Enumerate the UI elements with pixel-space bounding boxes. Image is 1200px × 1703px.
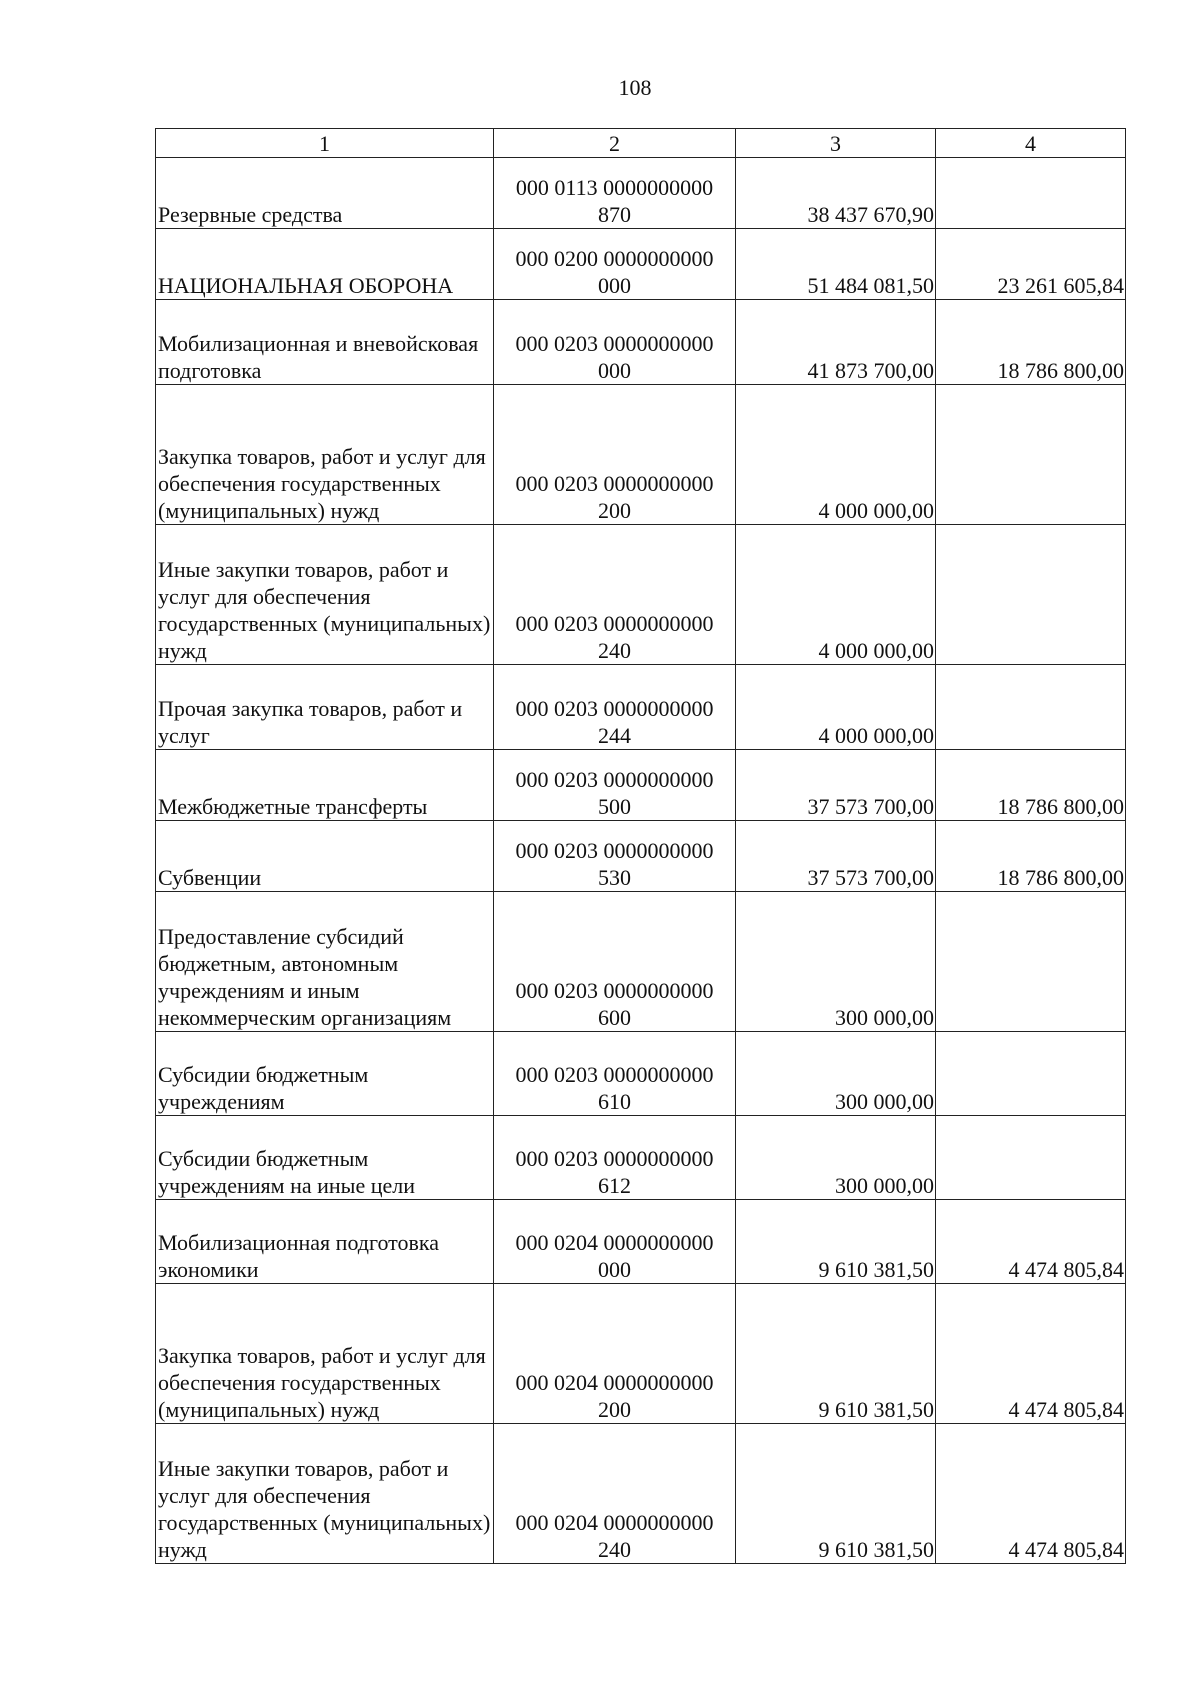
row-code-line-1: 000 0203 0000000000: [515, 978, 714, 1003]
row-column-3-value: 37 573 700,00: [736, 821, 936, 892]
row-code-line-1: 000 0203 0000000000: [515, 838, 714, 863]
row-column-4-value: 18 786 800,00: [936, 300, 1126, 385]
table-row: [156, 229, 1126, 300]
table-row: [156, 525, 1126, 665]
row-name-cell: Субсидии бюджетным учреждениям: [156, 1032, 494, 1116]
row-code-line-2: 200: [598, 1397, 631, 1422]
row-code-line-2: 000: [598, 273, 631, 298]
row-code-cell: [494, 1284, 736, 1424]
row-name-cell: Мобилизационная и вневойсковая подготовка: [156, 300, 494, 385]
row-column-4-value: 18 786 800,00: [936, 821, 1126, 892]
row-column-3-value: 4 000 000,00: [736, 525, 936, 665]
row-code-cell: [494, 892, 736, 1032]
row-column-4-value: [936, 1032, 1126, 1116]
row-column-4-value: [936, 525, 1126, 665]
row-name-cell: Предоставление субсидий бюджетным, автономным учреждениям и иным некоммерческим организациям: [156, 892, 494, 1032]
row-code-cell: [494, 525, 736, 665]
row-column-3-value: 4 000 000,00: [736, 665, 936, 750]
row-column-4-value: [936, 158, 1126, 229]
row-column-4-value: 4 474 805,84: [936, 1284, 1126, 1424]
row-column-4-value: 18 786 800,00: [936, 750, 1126, 821]
page-number: 108: [618, 75, 652, 100]
column-header-1: 1: [156, 129, 494, 158]
row-column-4-value: [936, 1116, 1126, 1200]
row-code-line-1: 000 0203 0000000000: [515, 1062, 714, 1087]
budget-table: [155, 128, 1126, 1564]
table-row: [156, 665, 1126, 750]
row-column-3-value: 9 610 381,50: [736, 1284, 936, 1424]
row-code-cell: [494, 1424, 736, 1564]
row-code-line-1: 000 0204 0000000000: [515, 1370, 714, 1395]
table-body: [156, 158, 1126, 1564]
row-name-cell: Резервные средства: [156, 158, 494, 229]
row-code-cell: [494, 1032, 736, 1116]
row-name-cell: Прочая закупка товаров, работ и услуг: [156, 665, 494, 750]
row-column-4-value: 4 474 805,84: [936, 1424, 1126, 1564]
row-name-cell: НАЦИОНАЛЬНАЯ ОБОРОНА: [156, 229, 494, 300]
row-code-cell: [494, 1116, 736, 1200]
row-column-4-value: 23 261 605,84: [936, 229, 1126, 300]
table-row: [156, 821, 1126, 892]
row-name-cell: Закупка товаров, работ и услуг для обеспечения государственных (муниципальных) нужд: [156, 385, 494, 525]
row-code-line-2: 612: [598, 1173, 631, 1198]
row-column-4-value: [936, 892, 1126, 1032]
row-column-3-value: 300 000,00: [736, 1032, 936, 1116]
row-code-line-1: 000 0204 0000000000: [515, 1230, 714, 1255]
row-name-cell: Субвенции: [156, 821, 494, 892]
table-row: [156, 750, 1126, 821]
row-code-line-1: 000 0203 0000000000: [515, 331, 714, 356]
row-code-cell: [494, 750, 736, 821]
row-code-line-2: 000: [598, 1257, 631, 1282]
row-code-cell: [494, 300, 736, 385]
row-column-3-value: 38 437 670,90: [736, 158, 936, 229]
row-code-line-2: 870: [598, 202, 631, 227]
row-code-line-1: 000 0113 0000000000: [515, 175, 714, 200]
row-name-cell: Межбюджетные трансферты: [156, 750, 494, 821]
table-row: [156, 1284, 1126, 1424]
row-column-3-value: 9 610 381,50: [736, 1424, 936, 1564]
row-code-cell: [494, 158, 736, 229]
row-column-3-value: 300 000,00: [736, 1116, 936, 1200]
column-header-2: 2: [494, 129, 736, 158]
row-column-3-value: 9 610 381,50: [736, 1200, 936, 1284]
row-name-cell: Мобилизационная подготовка экономики: [156, 1200, 494, 1284]
table-row: [156, 892, 1126, 1032]
row-code-line-2: 244: [598, 723, 631, 748]
row-code-cell: [494, 821, 736, 892]
row-code-cell: [494, 385, 736, 525]
row-column-3-value: 37 573 700,00: [736, 750, 936, 821]
row-name-cell: Закупка товаров, работ и услуг для обеспечения государственных (муниципальных) нужд: [156, 1284, 494, 1424]
table-row: [156, 158, 1126, 229]
row-column-3-value: 300 000,00: [736, 892, 936, 1032]
row-code-line-2: 000: [598, 358, 631, 383]
row-code-line-1: 000 0200 0000000000: [515, 246, 714, 271]
row-code-line-2: 500: [598, 794, 631, 819]
row-code-line-1: 000 0203 0000000000: [515, 471, 714, 496]
row-code-line-2: 610: [598, 1089, 631, 1114]
row-column-3-value: 51 484 081,50: [736, 229, 936, 300]
row-column-4-value: 4 474 805,84: [936, 1200, 1126, 1284]
row-column-3-value: 4 000 000,00: [736, 385, 936, 525]
table-row: [156, 1032, 1126, 1116]
row-code-line-2: 240: [598, 638, 631, 663]
table-header-row: [156, 129, 1126, 158]
row-code-line-2: 240: [598, 1537, 631, 1562]
table-row: [156, 1200, 1126, 1284]
table-row: [156, 300, 1126, 385]
row-code-line-1: 000 0204 0000000000: [515, 1510, 714, 1535]
table-row: [156, 1116, 1126, 1200]
row-code-line-2: 600: [598, 1005, 631, 1030]
row-code-cell: [494, 665, 736, 750]
row-code-cell: [494, 1200, 736, 1284]
row-code-line-2: 530: [598, 865, 631, 890]
row-name-cell: Иные закупки товаров, работ и услуг для обеспечения государственных (муниципальных) нужд: [156, 1424, 494, 1564]
table-row: [156, 1424, 1126, 1564]
row-column-4-value: [936, 665, 1126, 750]
row-column-4-value: [936, 385, 1126, 525]
row-name-cell: Иные закупки товаров, работ и услуг для обеспечения государственных (муниципальных) нужд: [156, 525, 494, 665]
row-column-3-value: 41 873 700,00: [736, 300, 936, 385]
row-code-cell: [494, 229, 736, 300]
table-row: [156, 385, 1126, 525]
row-code-line-1: 000 0203 0000000000: [515, 611, 714, 636]
row-code-line-2: 200: [598, 498, 631, 523]
column-header-4: 4: [936, 129, 1126, 158]
row-code-line-1: 000 0203 0000000000: [515, 767, 714, 792]
row-code-line-1: 000 0203 0000000000: [515, 696, 714, 721]
row-code-line-1: 000 0203 0000000000: [515, 1146, 714, 1171]
column-header-3: 3: [736, 129, 936, 158]
row-name-cell: Субсидии бюджетным учреждениям на иные цели: [156, 1116, 494, 1200]
